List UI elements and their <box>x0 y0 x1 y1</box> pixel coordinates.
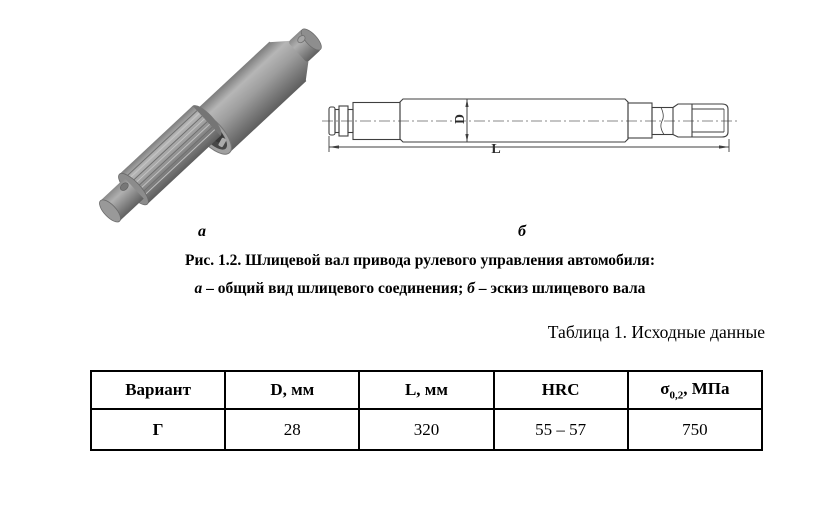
figure-b-drawing <box>320 82 740 160</box>
figure-caption <box>60 247 780 303</box>
figure-part-b-label: б <box>518 223 526 240</box>
header-variant: Вариант <box>91 371 225 409</box>
header-yield-strength <box>628 371 762 409</box>
caption-a-ref: а <box>194 280 203 297</box>
table-title: Таблица 1. Исходные данные <box>547 322 765 342</box>
table-row <box>91 409 762 450</box>
figure-caption-line2 <box>60 275 780 303</box>
diameter-dimension <box>452 99 469 142</box>
splined-shaft-3d <box>95 101 226 228</box>
initial-data-table <box>90 370 763 451</box>
figure-a-3d-image <box>95 14 343 228</box>
cell-yield-strength: 750 <box>628 409 762 450</box>
cell-length: 320 <box>359 409 493 450</box>
cell-diameter: 28 <box>225 409 359 450</box>
caption-b-ref: б <box>467 280 475 297</box>
caption-a-text: – общий вид шлицевого соединения; <box>202 280 468 297</box>
cell-variant: Г <box>91 409 225 450</box>
sigma-subscript: 0,2 <box>669 389 684 402</box>
length-label: L <box>491 142 501 157</box>
figure-part-a-label: а <box>198 223 206 240</box>
sigma-unit: , МПа <box>683 378 730 398</box>
header-diameter: D, мм <box>225 371 359 409</box>
cell-hrc: 55 – 57 <box>494 409 628 450</box>
figure-caption-line1: Рис. 1.2. Шлицевой вал привода рулевого управления автомобиля: <box>185 252 655 269</box>
shaft-main-body <box>400 99 628 142</box>
diameter-label: D <box>452 114 467 124</box>
table-header-row <box>91 371 762 409</box>
header-hrc: HRC <box>494 371 628 409</box>
caption-b-text: – эскиз шлицевого вала <box>474 280 646 297</box>
sigma-symbol: σ <box>660 378 670 398</box>
header-length: L, мм <box>359 371 493 409</box>
